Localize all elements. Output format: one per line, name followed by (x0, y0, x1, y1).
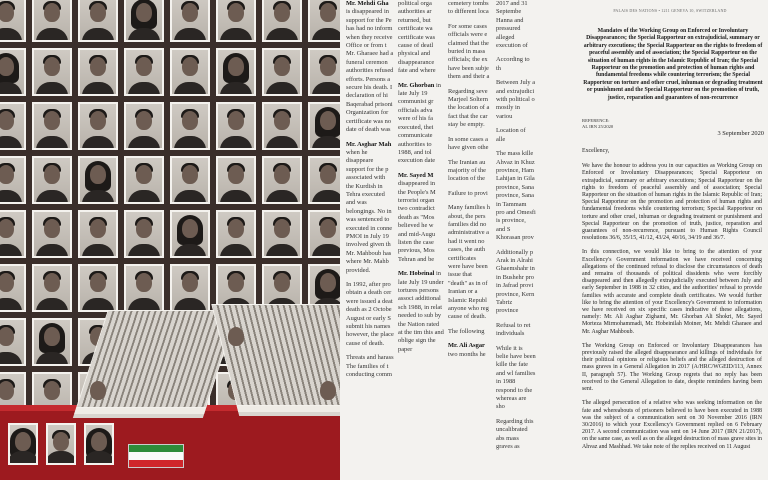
portrait-head (15, 432, 31, 451)
portrait-photo (0, 318, 26, 366)
portrait-photo (262, 48, 302, 96)
portrait-head (90, 165, 106, 184)
portrait-body (312, 136, 340, 150)
portrait-head (44, 381, 60, 400)
column-paragraph (448, 328, 490, 336)
portrait-head (44, 327, 60, 346)
portrait-body (220, 28, 252, 42)
portrait-head (0, 381, 14, 400)
flag-stripe (129, 460, 183, 467)
column-paragraph (496, 418, 536, 452)
flag-stripe (129, 452, 183, 459)
portrait-body (174, 190, 206, 204)
portrait-head (53, 432, 69, 451)
column-paragraph (496, 345, 536, 412)
portrait-head (0, 219, 14, 238)
paragraph-text: Location of alle (496, 127, 526, 143)
paragraph-text: in late July 19 communist gr officials adva were of his fa executed, thei communicate authorities to 1988, and tol execution date (398, 81, 441, 165)
portrait-body (82, 28, 114, 42)
paragraph-text: While it is belie have been kille the fate and wl families in 1988 respond to the whereas are sho (496, 344, 536, 411)
portrait-photo (216, 0, 256, 42)
column-paragraph (496, 56, 536, 73)
document-column-1 (346, 0, 394, 385)
portrait-body (36, 136, 68, 150)
person-name: Mr. Hobeinal (398, 270, 436, 278)
paragraph-text: is disappeared in support for the Pe has had no inform when they receive Office or from t Mr. Gharaee had a funeral ceremon authorities refused efforts. Persons a secure his death. I declaration of hi Baqerabad prisoni Organization for certificate was no date of death was (346, 8, 394, 134)
document-column-3 (448, 0, 490, 365)
portrait-body (312, 244, 340, 258)
portrait-head (90, 381, 106, 400)
portrait-photo (0, 264, 26, 312)
person-name: Mr. Ali Asgar (448, 342, 485, 350)
portrait-photo (32, 210, 72, 258)
paragraph-text: The Iranian au majority of the location of the (448, 158, 486, 183)
portrait-photo (0, 48, 26, 96)
column-paragraph (448, 159, 490, 184)
portrait-head (90, 57, 106, 76)
portrait-photo (0, 210, 26, 258)
portrait-photo (78, 0, 118, 42)
portrait-body (266, 244, 298, 258)
column-paragraph (448, 23, 490, 82)
portrait-head (0, 273, 14, 292)
portrait-head (136, 57, 152, 76)
portrait-body (82, 136, 114, 150)
portrait-photo (262, 156, 302, 204)
portrait-photo (216, 102, 256, 150)
portrait-photo (262, 210, 302, 258)
column-paragraph (346, 354, 394, 379)
portrait-head (182, 57, 198, 76)
paragraph-text: 2017 and 31 Septembe Hanna and pressured alleged execution of (496, 0, 528, 50)
paragraph-text: The mass kille Ahvaz in Khuz province, Ham Lahijan in Gila province, Sana province, Sana in Tammam pro and Omesfi is province, and S Khorasan prov (496, 150, 536, 242)
portrait-head (0, 165, 14, 184)
portrait-photo (262, 102, 302, 150)
portrait-head (90, 273, 106, 292)
portrait-photo (124, 102, 164, 150)
portrait-photo (78, 102, 118, 150)
column-paragraph (448, 136, 490, 153)
un-letter-document (340, 0, 768, 480)
portrait-photo (32, 156, 72, 204)
portrait-body (0, 298, 22, 312)
column-paragraph (496, 249, 536, 316)
portrait-head (320, 165, 336, 184)
portrait-head (228, 165, 244, 184)
portrait-head (228, 57, 244, 76)
portrait-body (36, 82, 68, 96)
portrait-body (36, 244, 68, 258)
column-paragraph (448, 190, 490, 198)
portrait-head (274, 165, 290, 184)
paragraph-text: Threats and harass The families of t conducting comm (346, 354, 394, 379)
portrait-head (320, 381, 336, 400)
portrait-photo (308, 48, 340, 96)
portrait-photo (0, 102, 26, 150)
portrait-head (0, 3, 14, 22)
portrait-photo (170, 156, 210, 204)
person-name: Mr. Sayed M (398, 171, 434, 179)
portrait-head (44, 219, 60, 238)
column-paragraph (496, 150, 536, 242)
portrait-body (266, 136, 298, 150)
column-paragraph (496, 322, 536, 339)
open-book-of-portraits (92, 300, 340, 430)
portrait-photo (8, 423, 38, 465)
portrait-body (266, 82, 298, 96)
portrait-photo (32, 48, 72, 96)
person-name: Mr. Ghorban (398, 81, 436, 89)
portrait-head (90, 111, 106, 130)
portrait-body (312, 190, 340, 204)
column-paragraph (496, 0, 536, 50)
paragraph-text: Failure to provi (448, 189, 488, 197)
column-paragraph (398, 270, 444, 354)
portrait-body (0, 244, 22, 258)
salutation: Excellency, (582, 148, 610, 154)
portrait-body (266, 28, 298, 42)
portrait-body (36, 352, 68, 366)
portrait-body (0, 28, 22, 42)
portrait-body (220, 244, 252, 258)
portrait-body (266, 190, 298, 204)
letter-date: 3 September 2020 (717, 130, 764, 137)
portrait-photo (124, 0, 164, 42)
portrait-photo (308, 0, 340, 42)
portrait-photo (46, 423, 76, 465)
portrait-photo (78, 48, 118, 96)
document-column-2 (398, 0, 444, 360)
portrait-body (174, 244, 206, 258)
portrait-photo (124, 156, 164, 204)
portrait-head (91, 432, 107, 451)
portrait-head (44, 3, 60, 22)
column-paragraph (448, 342, 490, 359)
portrait-body (128, 136, 160, 150)
portrait-head (320, 3, 336, 22)
column-paragraph (346, 141, 394, 276)
reference-number: AL IRN 25/2020 (582, 124, 614, 129)
portrait-head (228, 111, 244, 130)
column-paragraph (448, 88, 490, 130)
portrait-body (84, 451, 114, 465)
portrait-head (182, 3, 198, 22)
portrait-body (220, 190, 252, 204)
portrait-head (274, 273, 290, 292)
portrait-photo (170, 0, 210, 42)
paragraph-text: According to th (496, 56, 530, 72)
paragraph-text: disappeared in the People's M terrorist organ two contradict death as "Mos believed he w and mid-Augu listen the case previous, Mos Tehran and be (398, 180, 436, 263)
portrait-body (174, 82, 206, 96)
portrait-head (182, 273, 198, 292)
paragraph-text: Additionally p Arak in Alrahi Ghaemshahr in in Bushehr pro in Jafrad provi province, Kern Tabriz province (496, 248, 535, 315)
portrait-body (36, 298, 68, 312)
portrait-head (274, 3, 290, 22)
column-paragraph (448, 204, 490, 322)
portrait-body (0, 82, 22, 96)
paragraph-text: Regarding seve Marjeel Soltern the location of a fact that the car stay be empty. (448, 87, 490, 129)
column-paragraph (398, 82, 444, 166)
letter-first-page (578, 0, 768, 480)
column-paragraph (346, 0, 394, 135)
portrait-head (320, 219, 336, 238)
portrait-photo (308, 156, 340, 204)
portrait-head (136, 165, 152, 184)
person-name: Mr. Mehdi Gha (346, 0, 389, 7)
portrait-head (0, 111, 14, 130)
portrait-head (44, 165, 60, 184)
letter-paragraph: In this connection, we would like to bring to the attention of your Excellency's Government information we have received concerning allegations of the continued refusal to disclose the circumstances of death and remains of thousands of political dissidents who were forcibly disappeared and then allegedly extrajudicially executed between July and early September in 1988 in 32 cities, and the authorities' refusal to provide families with accurate and complete death certificates. We would further like to bring the attention of your Excellency's Government to information we have received on six specific cases indicative of these allegations, namely: Mr. Ali Asghar Zighami, Mr. Ghorban Ali Shokri, Mr. Sayed Morteza Mirmohammadi, Mr. Hobeinilah Moiner, Mr. Mehdi Gharaee and Mr. Asghar Mahboub. (582, 249, 762, 335)
person-name: Mr. Asghar Mah (346, 140, 392, 148)
portrait-head (320, 111, 336, 130)
column-paragraph (346, 281, 394, 348)
portrait-head (90, 219, 106, 238)
flag-stripe (129, 445, 183, 452)
letter-paragraph: We have the honour to address you in our capacities as Working Group on Enforced or Involuntary Disappearances; Special Rapporteur on extrajudicial, summary or arbitrary executions; Special Rapporteur on the rights to freedom of peaceful assembly and of association; Special Rapporteur on the situation of human rights in the Islamic Republic of Iran; Special Rapporteur on the promotion and protection of human rights and fundamental freedoms while countering terrorism; Special Rapporteur on torture and other cruel, inhuman or degrading treatment or punishment and Special Rapporteur on the promotion of truth, justice, reparation and guarantees of non-recurrence, pursuant to Human Rights Council resolutions 36/6, 35/15, 41/12, 43/24, 40/16, 34/19 and 36/7. (582, 163, 762, 242)
portrait-photo (124, 210, 164, 258)
portrait-head (136, 111, 152, 130)
paragraph-text: Refusal to ret individuals (496, 321, 531, 338)
paragraph-text: The following (448, 327, 485, 335)
portrait-head (228, 3, 244, 22)
portrait-photo (262, 0, 302, 42)
iran-flag (128, 444, 184, 468)
portrait-head (136, 273, 152, 292)
portrait-photo (170, 48, 210, 96)
portrait-photo (170, 210, 210, 258)
portrait-body (128, 82, 160, 96)
portrait-photo (216, 48, 256, 96)
portrait-head (44, 57, 60, 76)
column-paragraph (398, 0, 444, 76)
paragraph-text: In 1992, after pro obtain a death cer were issued a deat death as 2 Octobe August or early S submit his names however, the place cause of death. (346, 281, 394, 347)
portrait-photo (216, 210, 256, 258)
portrait-head (228, 273, 244, 292)
document-column-4 (496, 0, 536, 458)
portrait-body (36, 190, 68, 204)
portrait-photo (78, 210, 118, 258)
portrait-head (44, 273, 60, 292)
portrait-head (182, 165, 198, 184)
portrait-photo (32, 264, 72, 312)
paragraph-text: Regarding this uncalibrated abs mass graves as (496, 417, 534, 451)
portrait-body (0, 136, 22, 150)
portrait-photo (124, 48, 164, 96)
paragraph-text: In some cases a have given othe (448, 135, 489, 152)
portrait-head (44, 111, 60, 130)
reference-block (582, 118, 613, 130)
portrait-photo (308, 210, 340, 258)
portrait-head (182, 219, 198, 238)
portrait-body (174, 28, 206, 42)
mandates-heading: Mandates of the Working Group on Enforced or Involuntary Disappearances; the Special Rapporteur on extrajudicial, summary or arbitrary executions; the Special Rapporteur on the rights to freedom of peaceful assembly and of association; the Special Rapporteur on the situation of human rights in the Islamic Republic of Iran; the Special Rapporteur on the promotion and protection of human rights and fundamental freedoms while countering terrorism; the Special Rapporteur on torture and other cruel, inhuman or degrading treatment or punishment and the Special Rapporteur on the promotion of truth, justice, reparation and guarantees of non-recurrence (583, 28, 763, 101)
portrait-body (312, 82, 340, 96)
memorial-photo-wall (0, 0, 340, 480)
portrait-photo (0, 156, 26, 204)
portrait-head (136, 3, 152, 22)
column-paragraph (496, 79, 536, 121)
paragraph-text: cemetery tombs to different loca (448, 0, 489, 16)
portrait-body (82, 244, 114, 258)
portrait-body (46, 451, 76, 465)
portrait-head (320, 273, 336, 292)
paragraph-text: Between July a and extrajudici with political o mostly in variou (496, 79, 536, 120)
portrait-body (312, 28, 340, 42)
portrait-photo (78, 156, 118, 204)
portrait-body (82, 190, 114, 204)
portrait-body (220, 82, 252, 96)
portrait-photo (32, 318, 72, 366)
portrait-head (228, 219, 244, 238)
portrait-body (220, 136, 252, 150)
portrait-head (274, 111, 290, 130)
portrait-body (82, 82, 114, 96)
reference-label: REFERENCE: (582, 118, 610, 123)
column-paragraph (398, 172, 444, 264)
paragraph-text: political orga authorities ar returned, but certificate wa certificate was cause of deatl physical and disappearance fate and where (398, 0, 436, 75)
portrait-head (274, 219, 290, 238)
portrait-head (274, 57, 290, 76)
paragraph-text: in late July 19 under tortures persons associ additional sch 1988, in relat needed to sub by the Nation rated at the tim this and oblige sign the paper (398, 270, 444, 353)
portrait-photo (32, 102, 72, 150)
letter-body (582, 148, 762, 458)
portrait-body (128, 190, 160, 204)
portrait-head (0, 57, 14, 76)
paragraph-text: two months he (448, 350, 486, 358)
portrait-photo (32, 0, 72, 42)
portrait-body (128, 244, 160, 258)
paragraph-text: For some cases officials were e claimed that the buried in mass officials; the ex have been subje them and their a (448, 22, 490, 81)
letter-paragraph: The alleged persecution of a relative who was seeking information on the fate and whereabouts of prisoners believed to have been executed in 1988 was the subject of a communication sent on 30 November 2016 (IRN 30/2016) to which your Excellency's Government replied on 6 February 2017. A second communication was sent on 14 June 2017 (IRN 21/2017), on the same case, as well as on the alleged destruction of mass grave sites in Ahvaz and Mashhad. We take note of the replies received on 11 August (582, 400, 762, 450)
column-paragraph (496, 127, 536, 144)
portrait-head (320, 57, 336, 76)
portrait-head (90, 3, 106, 22)
portrait-body (128, 28, 160, 42)
portrait-head (182, 111, 198, 130)
portrait-photo (0, 0, 26, 42)
portrait-photo (170, 102, 210, 150)
portrait-body (0, 352, 22, 366)
portrait-body (36, 28, 68, 42)
portrait-body (0, 190, 22, 204)
paragraph-text: when he disappeare support for the p associated with the Kurdish in Tehra executed and was belongings. No in was sentenced to executed in conne PMOI in July 19 involved given th Mr. Mahboub has where Mr. Mahb provided. (346, 148, 393, 274)
portrait-head (136, 219, 152, 238)
portrait-head (0, 327, 14, 346)
portrait-photo (216, 156, 256, 204)
letter-paragraph: The Working Group on Enforced or Involuntary Disappearances has previously raised the alleged disappearance and killings of individuals for their political opinions or religious beliefs and the alleged destruction of mass graves in a General Allegation in 2017 (A/HRC/WGEID/113, Annex II, paragraph 57). The Working Group regrets that no reply has been received to the General Allegation to date, despite reminders having been sent. (582, 342, 762, 393)
portrait-body (174, 136, 206, 150)
portrait-head (228, 327, 244, 346)
paragraph-text: Many families h about, the pers families did no administrative a had it went no cases, the auth certificates were have been issue that "death" as in of Iranian or a Islamic Republ anyone who reg cause of death. (448, 204, 490, 321)
column-paragraph (448, 0, 490, 17)
letterhead-address: PALAIS DES NATIONS • 1211 GENEVA 10, SWITZERLAND (613, 8, 727, 13)
portrait-photo (308, 102, 340, 150)
portrait-body (8, 451, 38, 465)
